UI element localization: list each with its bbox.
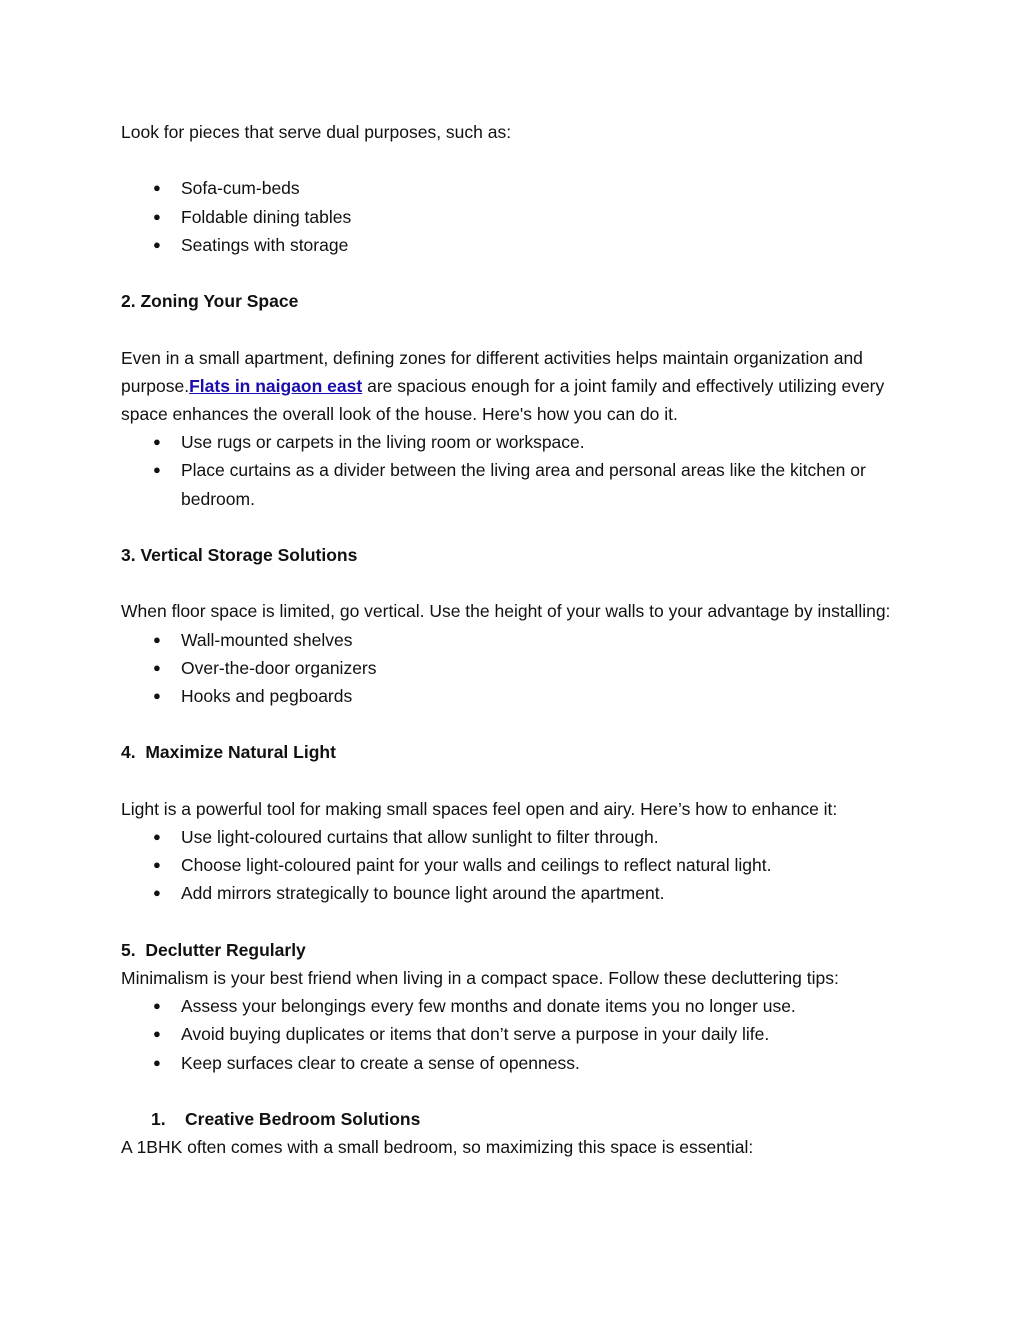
section-number: 1. (151, 1108, 166, 1129)
intro-paragraph: Look for pieces that serve dual purposes, such as: (121, 122, 512, 142)
list-item: ● Foldable dining tables (121, 203, 911, 231)
bullet-icon: ● (153, 857, 161, 873)
section-heading-declutter: 5. Declutter Regularly (121, 939, 306, 960)
bullet-icon: ● (153, 236, 161, 252)
bullet-icon: ● (153, 659, 161, 675)
declutter-list (121, 992, 911, 1077)
list-item: ● Hooks and pegboards (121, 682, 911, 710)
declutter-paragraph: Minimalism is your best friend when living in a compact space. Follow these decluttering tips: (121, 967, 839, 988)
flats-link[interactable]: Flats in naigaon east (189, 375, 363, 396)
section-heading-bedroom: 1. Creative Bedroom Solutions (121, 1105, 911, 1133)
bullet-icon: ● (153, 1054, 161, 1070)
document-body (121, 118, 911, 1161)
list-item: ● Choose light-coloured paint for your walls and ceilings to reflect natural light. (121, 851, 911, 879)
bullet-icon: ● (153, 434, 161, 450)
list-item: ● Avoid buying duplicates or items that don’t serve a purpose in your daily life. (121, 1020, 911, 1048)
list-item: ● Add mirrors strategically to bounce light around the apartment. (121, 879, 911, 907)
bullet-icon: ● (153, 462, 161, 478)
vertical-storage-list (121, 626, 911, 711)
bullet-icon: ● (153, 687, 161, 703)
list-item: ● Wall-mounted shelves (121, 626, 911, 654)
list-item: ● Assess your belongings every few months and donate items you no longer use. (121, 992, 911, 1020)
vertical-storage-paragraph: When floor space is limited, go vertical. Use the height of your walls to your advantage by installing: (121, 601, 891, 622)
bullet-icon: ● (153, 828, 161, 844)
list-item: ● Seatings with storage (121, 231, 911, 259)
list-item: ● Use rugs or carpets in the living room or workspace. (121, 428, 911, 456)
bullet-icon: ● (153, 1026, 161, 1042)
zoning-paragraph: Even in a small apartment, defining zones for different activities helps maintain organization and purpose.Flats in naigaon east are spacious enough for a joint family and effectively utilizing every space enhances the overall look of the house. Here's how you can do it. (121, 347, 885, 424)
natural-light-list (121, 823, 911, 908)
bullet-icon: ● (153, 208, 161, 224)
zoning-list (121, 428, 911, 513)
list-item: ● Over-the-door organizers (121, 654, 911, 682)
section-heading-zoning: 2. Zoning Your Space (121, 291, 299, 312)
bullet-icon: ● (153, 631, 161, 647)
list-item: ● Use light-coloured curtains that allow sunlight to filter through. (121, 823, 911, 851)
list-item: ● Sofa-cum-beds (121, 174, 911, 202)
list-item: ● Place curtains as a divider between the living area and personal areas like the kitchen or bedroom. (121, 456, 911, 512)
bullet-icon: ● (153, 998, 161, 1014)
section-heading-vertical-storage: 3. Vertical Storage Solutions (121, 544, 358, 565)
section-heading-natural-light: 4. Maximize Natural Light (121, 742, 336, 763)
natural-light-paragraph: Light is a powerful tool for making small spaces feel open and airy. Here’s how to enhance it: (121, 798, 838, 819)
bullet-icon: ● (153, 180, 161, 196)
list-item: ● Keep surfaces clear to create a sense of openness. (121, 1049, 911, 1077)
bedroom-paragraph: A 1BHK often comes with a small bedroom, so maximizing this space is essential: (121, 1137, 754, 1158)
dual-purpose-list (121, 174, 911, 259)
bullet-icon: ● (153, 885, 161, 901)
